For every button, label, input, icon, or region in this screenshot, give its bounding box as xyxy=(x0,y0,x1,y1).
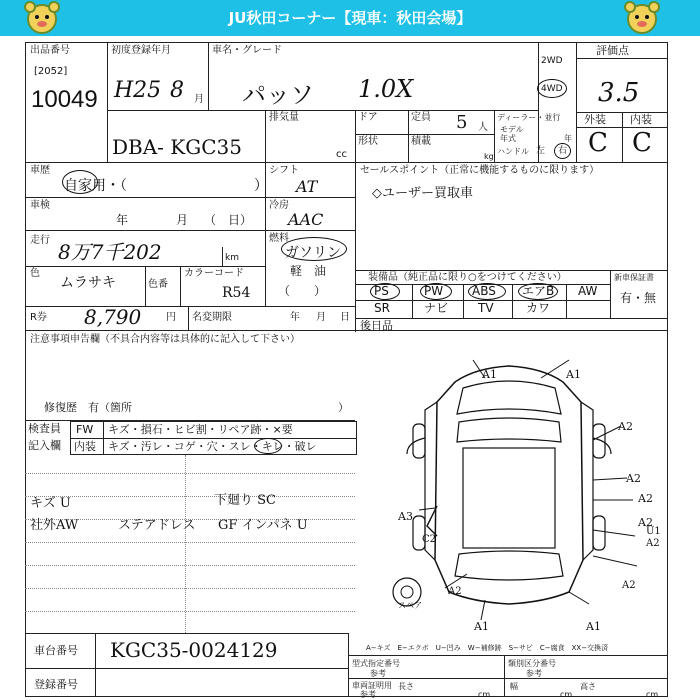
mark-a2-r3: A2 xyxy=(638,492,653,505)
load-unit: kg xyxy=(484,152,494,161)
handle-label: ハンドル xyxy=(497,147,529,156)
inspection-day: （ 日） xyxy=(204,213,253,227)
model-year-label: モデル xyxy=(500,125,524,134)
type-num-label: 型式指定番号 xyxy=(352,659,400,668)
cert-ref: 参考 xyxy=(360,690,376,699)
handle-left: 左 xyxy=(536,146,546,156)
drive-4wd-circle xyxy=(537,79,567,98)
equip-ps: PS xyxy=(374,284,389,298)
handle-right-circle xyxy=(554,143,571,159)
rating-int: C xyxy=(632,128,652,158)
rating-score: 3.5 xyxy=(598,78,640,108)
deadline-month: 月 xyxy=(316,312,326,323)
fuel-circle xyxy=(281,237,347,261)
inspection-month: 月 xyxy=(176,213,189,227)
lot-number: 10049 xyxy=(31,86,98,113)
length-unit: cm xyxy=(478,690,491,699)
rating-ext-label: 外装 xyxy=(584,113,606,126)
inspector-label: 検査員 xyxy=(28,422,61,435)
colorcode-label: カラーコード xyxy=(184,268,244,279)
equip-tv: TV xyxy=(478,301,494,315)
registration-label: 登録番号 xyxy=(34,678,78,691)
check-int: 内装 xyxy=(74,440,96,453)
shift-label: シフト xyxy=(269,165,299,176)
mark-a3-left: A3 xyxy=(398,510,413,523)
damage-legend: A−キズ E−エクボ U−凹み W−補修跡 S−サビ C−腐食 XX−交換済 xyxy=(366,644,609,652)
equip-leather: カワ xyxy=(526,301,551,315)
mark-a1-rear-left: A1 xyxy=(474,620,489,633)
height-unit: cm xyxy=(646,690,659,699)
dealer-label: ディーラー・並行 xyxy=(497,113,561,122)
cert-label: 車両証明用 xyxy=(352,681,392,690)
mark-a2-r5: A2 xyxy=(646,538,660,549)
equip-ps-circle xyxy=(370,283,400,300)
rear-items-label: 後日品 xyxy=(360,319,393,332)
new-warranty-value: 有・無 xyxy=(620,291,657,305)
rating-int-label: 内装 xyxy=(630,113,652,126)
mileage-value: 8万7千202 xyxy=(58,240,162,264)
equip-abs-circle xyxy=(468,283,506,300)
car-grade: 1.0X xyxy=(358,75,414,103)
mark-a1-rear-right: A1 xyxy=(586,620,601,633)
note-1: キズ U xyxy=(30,496,71,511)
history-label: 車歴 xyxy=(30,165,50,176)
repair-close: ） xyxy=(338,401,349,414)
width-label: 幅 xyxy=(510,682,518,691)
check-fw-items: キズ・損石・ヒビ割・リペア跡・×要 xyxy=(108,423,293,436)
aircon-label: 冷房 xyxy=(269,200,289,211)
check-int-items: キズ・汚レ・コゲ・穴・スレ・キレ・破レ xyxy=(108,440,317,453)
car-name-label: 車名・グレード xyxy=(212,45,282,56)
height-label: 高さ xyxy=(580,682,596,691)
mascot-right-icon xyxy=(622,1,662,35)
recycle-value: 8,790 xyxy=(84,305,142,329)
history-close: ） xyxy=(254,178,268,194)
mark-u1-right: U1 xyxy=(646,526,661,537)
width-unit: cm xyxy=(560,690,573,699)
class-num-label: 類別区分番号 xyxy=(508,659,556,668)
mark-a2-r1: A2 xyxy=(618,420,633,433)
recycle-unit: 円 xyxy=(166,312,176,323)
aircon-value: AAC xyxy=(288,210,324,229)
mascot-left-icon xyxy=(22,1,62,35)
handle-right: 右 xyxy=(558,146,568,156)
history-circle xyxy=(62,170,98,194)
door-label: ドア xyxy=(358,112,378,123)
history-value: 自家用・（ xyxy=(64,178,127,194)
type-num-ref: 参考 xyxy=(370,669,386,678)
note-5: GF インパネ U xyxy=(218,518,308,533)
first-reg-month-unit: 月 xyxy=(194,94,204,105)
color-code-label: 色番 xyxy=(148,279,168,290)
first-reg-era: H25 xyxy=(114,78,162,103)
fuel-label: 燃料 xyxy=(269,233,289,244)
spare-label: スペア xyxy=(398,601,422,610)
capacity-unit: 人 xyxy=(478,122,488,133)
mark-a1-front-right: A1 xyxy=(566,368,581,381)
mark-a2-rear-right: A2 xyxy=(622,580,636,591)
capacity-label: 定員 xyxy=(411,112,431,123)
check-scuff-circle xyxy=(254,438,282,454)
mileage-unit: km xyxy=(225,253,239,263)
fuel-diesel: 軽 油 xyxy=(290,264,327,278)
mark-a2-rear-left: A2 xyxy=(448,586,462,597)
shape-label: 形状 xyxy=(358,136,378,147)
rating-ext: C xyxy=(588,128,608,158)
notes-label: 注意事項申告欄（不具合内容等は具体的に記入して下さい） xyxy=(30,334,300,345)
car-name: パッソ xyxy=(242,81,314,109)
note-3: 社外AW xyxy=(30,518,79,533)
first-reg-month: 8 xyxy=(170,78,184,103)
mark-a1-front-left: A1 xyxy=(482,368,497,381)
fuel-paren: （ ） xyxy=(278,284,327,298)
mark-a2-r2: A2 xyxy=(626,472,641,485)
check-fw: FW xyxy=(76,423,94,436)
year-unit: 年 xyxy=(564,134,572,143)
recycle-label: R券 xyxy=(30,312,47,323)
equip-sr: SR xyxy=(374,301,390,315)
equip-pw-circle xyxy=(420,283,452,300)
colorcode-value: R54 xyxy=(222,285,251,301)
lot-sub: [2052] xyxy=(34,66,68,77)
new-warranty-label: 新車保証書 xyxy=(614,273,654,282)
repair-label: 修復歴 有（箇所 xyxy=(44,401,132,414)
drive-2wd: 2WD xyxy=(541,56,563,66)
equip-navi: ナビ xyxy=(424,301,449,315)
color-value: ムラサキ xyxy=(60,275,116,291)
chassis-value: KGC35-0024129 xyxy=(110,638,278,662)
drive-4wd: 4WD xyxy=(541,84,563,94)
equip-airbag: エアB xyxy=(522,284,555,298)
mark-a2-r4: A2 xyxy=(638,516,653,529)
sales-point-value: ◇ユーザー買取車 xyxy=(372,186,473,201)
first-reg-label: 初度登録年月 xyxy=(111,45,171,56)
note-2: 下廻り SC xyxy=(214,493,276,508)
page-title: JU秋田コーナー【現車：秋田会場】 xyxy=(228,9,472,27)
deadline-label: 名変期限 xyxy=(192,312,232,323)
displacement-label: 排気量 xyxy=(269,112,299,123)
note-4: ステアドレス xyxy=(118,518,196,533)
equipment-label: 装備品（純正品に限り○をつけてください） xyxy=(368,272,567,283)
shift-value: AT xyxy=(296,177,318,196)
lot-label: 出品番号 xyxy=(30,45,70,56)
load-label: 積載 xyxy=(411,136,431,147)
displacement-unit: cc xyxy=(336,149,347,160)
deadline-year: 年 xyxy=(290,312,300,323)
equip-airbag-circle xyxy=(518,283,558,300)
year-label: 年式 xyxy=(500,134,516,143)
inspection-year: 年 xyxy=(116,213,129,227)
deadline-day: 日 xyxy=(340,312,350,323)
length-label: 長さ xyxy=(398,682,414,691)
color-label: 色 xyxy=(30,268,40,279)
sales-point-label: セールスポイント（正常に機能するものに限ります） xyxy=(360,165,600,176)
model-code: DBA- KGC35 xyxy=(112,135,242,159)
mileage-label: 走行 xyxy=(30,235,50,246)
chassis-label: 車台番号 xyxy=(34,644,78,657)
equip-abs: ABS xyxy=(472,284,496,298)
class-num-ref: 参考 xyxy=(526,669,542,678)
mark-c2-left: C2 xyxy=(422,534,437,545)
rating-label: 評価点 xyxy=(596,44,629,57)
capacity-value: 5 xyxy=(456,112,468,133)
entry-label: 記入欄 xyxy=(28,439,61,452)
fuel-value: ガソリン xyxy=(285,245,341,261)
equip-pw: PW xyxy=(424,284,444,298)
equip-aw: AW xyxy=(578,284,598,298)
inspection-label: 車検 xyxy=(30,200,50,211)
